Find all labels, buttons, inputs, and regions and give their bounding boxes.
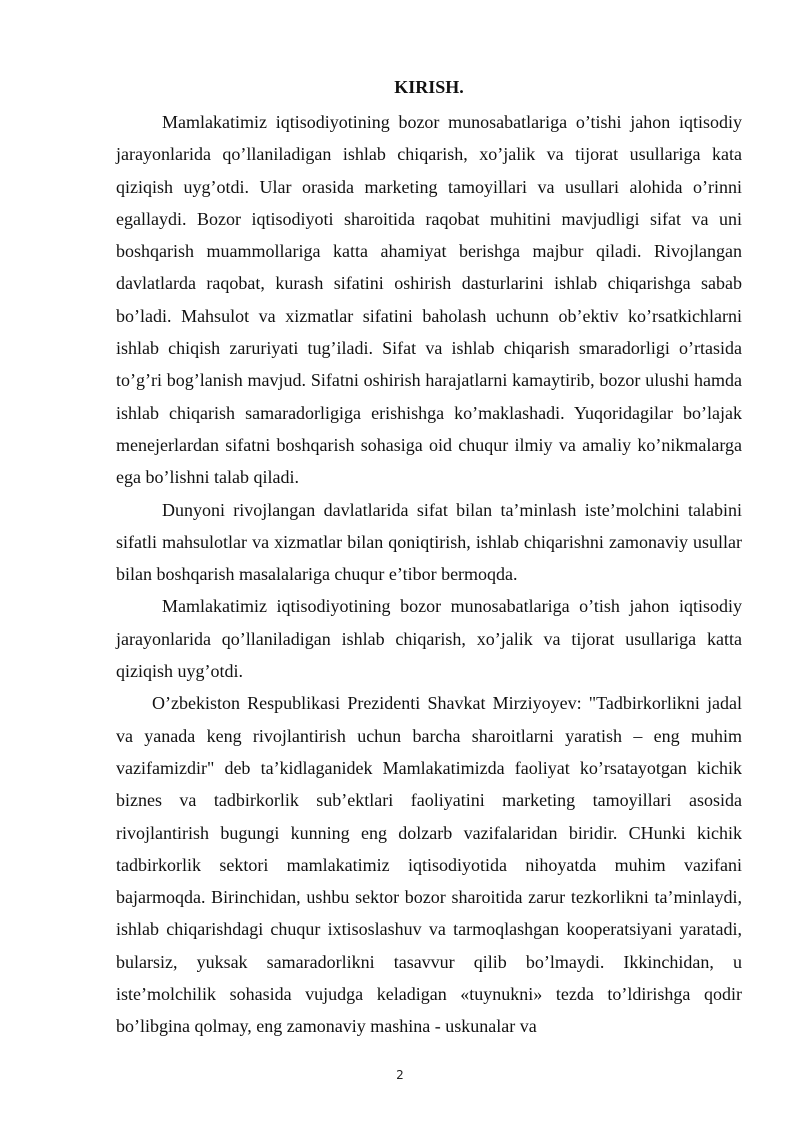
paragraph-quality: Dunyoni rivojlangan davlatlarida sifat bilan ta’minlash iste’molchini talabini sifatli mahsulotlar va xizmatlar bilan qoniqtirish, ishlab chiqarishni zamonaviy usullar bilan boshqarish masalalariga chuqur e’tibor bermoqda. [116,499,742,585]
paragraph-president-quote: O’zbekiston Respublikasi Prezidenti Shavkat Mirziyoyev: "Tadbirkorlikni jadal va yanada keng rivojlantirish uchun barcha sharoitlarni yaratish – eng muhim vazifamizdir" deb ta’kidlaganidek Mamlakatimizda faoliyat ko’rsatayotgan kichik biznes va tadbirkorlik sub’ektlari faoliyatini marketing tamoyillari asosida rivojlantirish bugungi kunning eng dolzarb vazifalaridan biridir. CHunki kichik tadbirkorlik sektori mamlakatimiz iqtisodiyotida nihoyatda muhim vazifani bajarmoqda. Birinchidan, ushbu sektor bozor sharoitida zarur tezkorlikni ta’minlaydi, ishlab chiqarishdagi chuqur ixtisoslashuv va tarmoqlashgan kooperatsiyani yaratadi, bularsiz, yuksak samaradorlikni tasavvur qilib bo’lmaydi. Ikkinchidan, u iste’molchilik sohasida vujudga keladigan «tuynukni» tezda to’ldirishga qodir bo’libgina qolmay, eng zamonaviy mashina - uskunalar va [116,693,742,1037]
page-number: 2 [396,1068,404,1082]
document-body [116,76,742,1043]
paragraph-intro: Mamlakatimiz iqtisodiyotining bozor munosabatlariga o’tishi jahon iqtisodiy jarayonlarida qo’llaniladigan ishlab chiqarish, xo’jalik va tijorat usullariga kata qiziqish uyg’otdi. Ular orasida marketing tamoyillari va usullari alohida o’rinni egallaydi. Bozor iqtisodiyoti sharoitida raqobat muhitini mavjudligi sifat va uni boshqarish muammollariga katta ahamiyat berishga majbur qiladi. Rivojlangan davlatlarda raqobat, kurash sifatini oshirish dasturlarini ishlab chiqarishga sabab bo’ladi. Mahsulot va xizmatlar sifatini baholash uchunn ob’ektiv ko’rsatkichlarni ishlab chiqish zaruriyati tug’iladi. Sifat va ishlab chiqarish smaradorligi o’rtasida to’g’ri bog’lanish mavjud. Sifatni oshirish harajatlarni kamaytirib, bozor ulushi hamda ishlab chiqarish samaradorligiga erishishga ko’maklashadi. Yuqoridagilar bo’lajak menejerlardan sifatni boshqarish sohasiga oid chuqur ilmiy va amaliy ko’nikmalarga ega bo’lishni talab qiladi. [116,112,742,488]
section-title: KIRISH. [394,77,464,97]
paragraph-market-transition: Mamlakatimiz iqtisodiyotining bozor munosabatlariga o’tish jahon iqtisodiy jarayonlarida qo’llaniladigan ishlab chiqarish, xo’jalik va tijorat usullariga katta qiziqish uyg’otdi. [116,596,742,682]
